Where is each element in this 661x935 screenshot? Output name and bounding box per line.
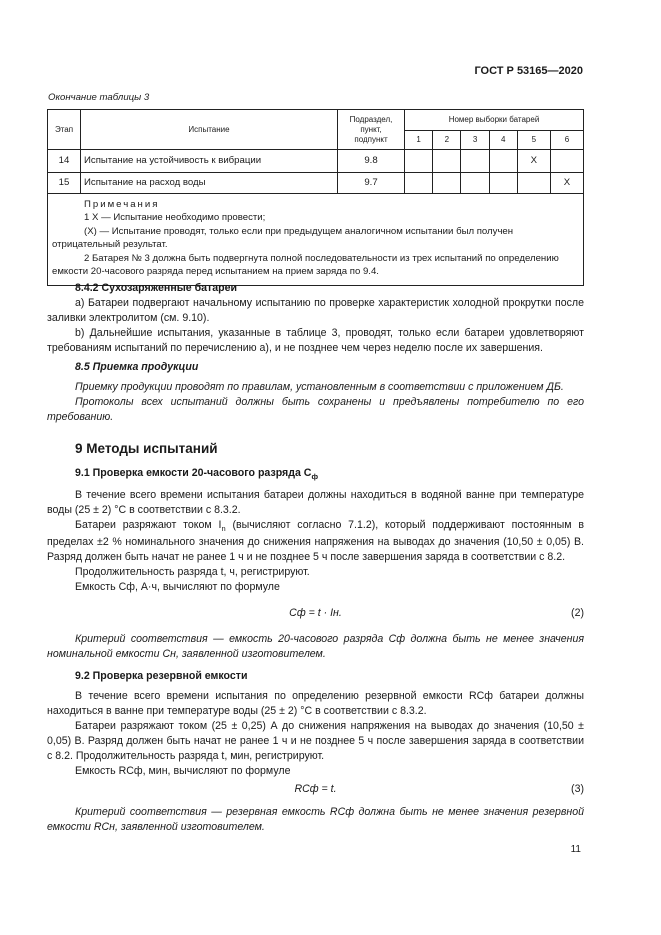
row-mark xyxy=(433,173,461,194)
paragraph: Емкость Cф, А·ч, вычисляют по формуле xyxy=(75,580,280,593)
row-mark xyxy=(517,173,550,194)
row-mark xyxy=(550,150,583,173)
paragraph: Протоколы всех испытаний должны быть сохранены и предъявлены потребителю по его требованию. xyxy=(47,396,584,424)
note-2: 2 Батарея № 3 должна быть подвергнута полной последовательности из трех испытаний по определению емкости 20-часового разряда перед испытанием на прием заряда по 9.4. xyxy=(52,252,559,278)
note-1b: (X) — Испытание проводят, только если при предыдущем аналогичном испытании был получен отрицательный результат. xyxy=(52,225,514,251)
document-header: ГОСТ Р 53165—2020 xyxy=(474,65,583,77)
table-notes-row xyxy=(48,194,584,286)
section-9 xyxy=(47,439,584,458)
notes-heading: Примечания xyxy=(84,199,160,210)
note-1: 1 X — Испытание необходимо провести; xyxy=(84,212,266,224)
note-2-wrap xyxy=(52,252,575,279)
col-test-header: Испытание xyxy=(81,110,338,150)
formula-2 xyxy=(47,606,584,622)
row-mark xyxy=(433,150,461,173)
formula-number: (2) xyxy=(571,607,584,619)
sample-col-4: 4 xyxy=(489,131,517,150)
paragraph xyxy=(47,518,584,565)
row-ref: 9.8 xyxy=(338,150,405,173)
sample-col-2: 2 xyxy=(433,131,461,150)
formula-expression: RCф = t. xyxy=(294,783,337,795)
paragraph: b) Дальнейшие испытания, указанные в таблице 3, проводят, только если батареи удовлетворяют требованиям испытаний по перечислению а), и не позднее чем через неделю после их завершения. xyxy=(47,327,584,355)
paragraph-sub: n xyxy=(221,523,226,533)
sample-col-3: 3 xyxy=(461,131,489,150)
criterion-9-2 xyxy=(47,805,584,835)
row-mark xyxy=(489,150,517,173)
table-caption: Окончание таблицы 3 xyxy=(48,92,150,103)
paragraph: В течение всего времени испытания батареи должны находиться в водяной ванне при температуре воды (25 ± 2) °С в соответствии с 8.3.2. xyxy=(47,488,584,516)
note-1b-wrap xyxy=(52,225,575,252)
section-title-text: 9.1 Проверка емкости 20-часового разряда C xyxy=(75,467,312,479)
paragraph-part: Батареи разряжают током I xyxy=(75,518,222,531)
subsection-line-1: Подраздел, xyxy=(349,114,393,124)
page-number: 11 xyxy=(570,844,581,855)
section-8-5 xyxy=(47,360,584,425)
section-title: 8.5 Приемка продукции xyxy=(75,361,199,373)
paragraph-part: (вычисляют согласно 7.1.2), который поддерживают постоянным в пределах ±2 % номинального значения до снижения напряжения на выводах до значения (10,50 ± 0,05) В. Разряд должен быть начат не ранее 1 ч и не позднее 5 ч после завершения заряда в соответствии с 8.2. xyxy=(47,518,584,563)
paragraph: Приемку продукции проводят по правилам, установленным в соответствии с приложением ДБ. xyxy=(75,381,564,394)
section-9-1 xyxy=(47,466,584,595)
section-title xyxy=(47,466,584,483)
col-subsection-header xyxy=(338,110,405,150)
section-title-sub: ф xyxy=(311,472,319,482)
row-mark xyxy=(461,150,489,173)
section-9-2 xyxy=(47,669,584,779)
col-sample-header: Номер выборки батарей xyxy=(405,110,584,131)
section-8-4-2 xyxy=(47,281,584,356)
col-stage-header: Этап xyxy=(48,110,81,150)
table-3 xyxy=(47,109,584,286)
paragraph: Емкость RCф, мин, вычисляют по формуле xyxy=(75,765,291,778)
formula-expression: Cф = t · Iн. xyxy=(289,607,342,619)
row-mark xyxy=(405,173,433,194)
criterion-9-1 xyxy=(47,632,584,662)
sample-col-1: 1 xyxy=(405,131,433,150)
paragraph: Критерий соответствия — резервная емкость RCф должна быть не менее значения резервной емкости RCн, заявленной изготовителем. xyxy=(47,806,584,834)
paragraph: Критерий соответствия — емкость 20-часового разряда Cф должна быть не менее значения номинальной емкости Cн, заявленной изготовителем. xyxy=(47,633,584,661)
row-mark xyxy=(405,150,433,173)
section-title: 8.4.2 Сухозаряженные батареи xyxy=(75,282,237,294)
table-row xyxy=(48,173,584,194)
row-mark xyxy=(489,173,517,194)
subsection-line-2: пункт, xyxy=(360,124,382,134)
table-row xyxy=(48,150,584,173)
row-test: Испытание на устойчивость к вибрации xyxy=(81,150,338,173)
section-title: 9.2 Проверка резервной емкости xyxy=(75,670,248,682)
row-stage: 14 xyxy=(48,150,81,173)
formula-number: (3) xyxy=(571,783,584,795)
row-mark: X xyxy=(517,150,550,173)
section-title: 9 Методы испытаний xyxy=(75,441,218,456)
row-test: Испытание на расход воды xyxy=(81,173,338,194)
paragraph: а) Батареи подвергают начальному испытанию по проверке характеристик холодной прокрутки после заливки электролитом (см. 9.10). xyxy=(47,297,584,325)
table-notes xyxy=(48,194,584,286)
row-ref: 9.7 xyxy=(338,173,405,194)
sample-col-6: 6 xyxy=(550,131,583,150)
row-stage: 15 xyxy=(48,173,81,194)
formula-3 xyxy=(47,782,584,798)
paragraph: Продолжительность разряда t, ч, регистрируют. xyxy=(75,565,310,578)
row-mark xyxy=(461,173,489,194)
paragraph: Батареи разряжают током (25 ± 0,25) А до снижения напряжения на выводах до значения (10,50 ± 0,05) В. Разряд должен быть начат не ранее 1 ч и не позднее 5 ч после завершения заряда в соответствии с 8.2. Продолжительность разряда t, мин, регистрируют. xyxy=(47,720,584,763)
paragraph: В течение всего времени испытания по определению резервной емкости RCф батареи должны находиться в ванне при температуре воды (25 ± 2) °С в соответствии с 8.3.2. xyxy=(47,690,584,718)
row-mark: X xyxy=(550,173,583,194)
sample-col-5: 5 xyxy=(517,131,550,150)
subsection-line-3: подпункт xyxy=(354,134,388,144)
